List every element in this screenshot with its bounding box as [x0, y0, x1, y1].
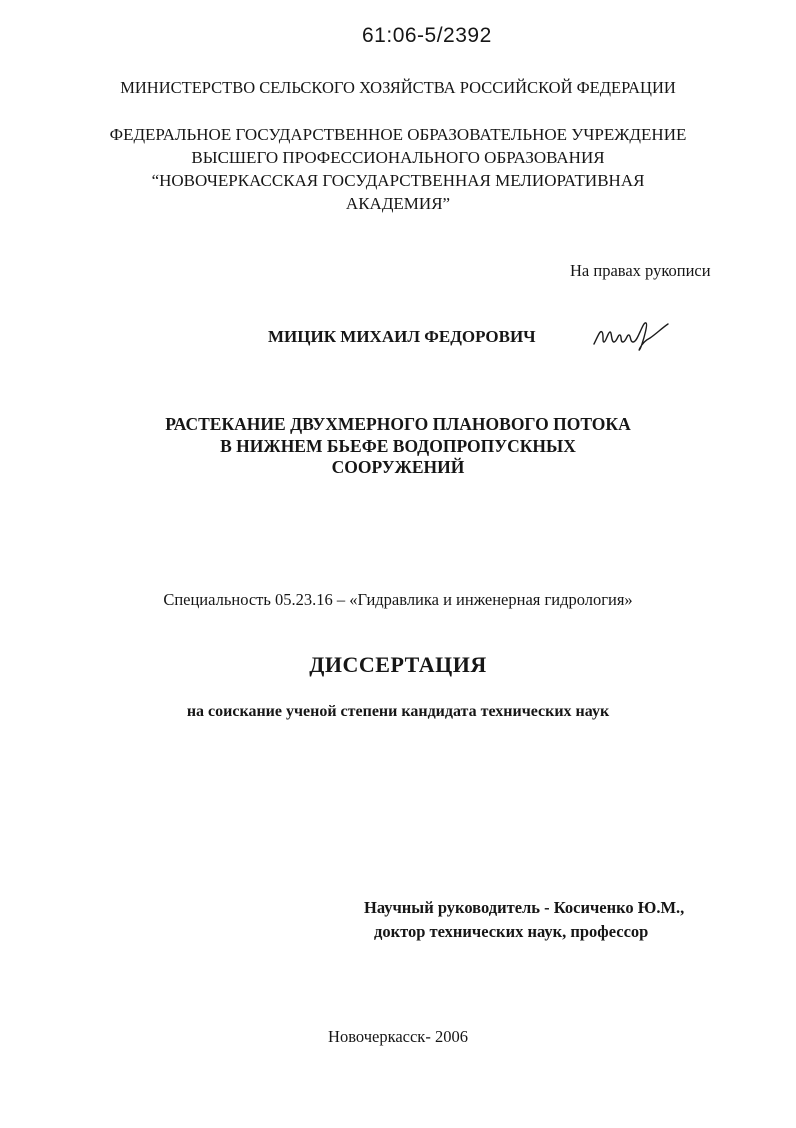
title-line-3: СООРУЖЕНИЙ — [331, 457, 465, 477]
supervisor-block — [364, 896, 684, 944]
degree-line: на соискание ученой степени кандидата технических наук — [186, 703, 610, 720]
author-name: МИЦИК МИХАИЛ ФЕДОРОВИЧ — [268, 327, 536, 346]
specialty-line: Специальность 05.23.16 – «Гидравлика и инженерная гидрология» — [163, 590, 633, 609]
supervisor-line-1: Научный руководитель - Косиченко Ю.М., — [364, 898, 685, 917]
dissertation-title — [0, 414, 796, 479]
ministry-name: МИНИСТЕРСТВО СЕЛЬСКОГО ХОЗЯЙСТВА РОССИЙСКОЙ ФЕДЕРАЦИИ — [120, 78, 676, 97]
supervisor-line-2: доктор технических наук, профессор — [374, 922, 649, 941]
institution-line-2: ВЫСШЕГО ПРОФЕССИОНАЛЬНОГО ОБРАЗОВАНИЯ — [191, 148, 605, 167]
institution-name — [0, 123, 796, 215]
institution-line-3: “НОВОЧЕРКАССКАЯ ГОСУДАРСТВЕННАЯ МЕЛИОРАТИВНАЯ — [151, 171, 645, 190]
place-and-year: Новочеркасск- 2006 — [328, 1027, 468, 1046]
handwritten-signature-icon — [590, 318, 670, 354]
title-line-2: В НИЖНЕМ БЬЕФЕ ВОДОПРОПУСКНЫХ — [220, 435, 576, 456]
rights-note: На правах рукописи — [570, 261, 711, 280]
document-type: ДИССЕРТАЦИЯ — [309, 652, 487, 677]
title-line-1: РАСТЕКАНИЕ ДВУХМЕРНОГО ПЛАНОВОГО ПОТОКА — [165, 414, 631, 434]
archive-stamp-number: 61:06-5/2392 — [362, 24, 492, 47]
institution-line-1: ФЕДЕРАЛЬНОЕ ГОСУДАРСТВЕННОЕ ОБРАЗОВАТЕЛЬНОЕ УЧРЕЖДЕНИЕ — [109, 125, 687, 144]
institution-line-4: АКАДЕМИЯ” — [345, 194, 451, 213]
